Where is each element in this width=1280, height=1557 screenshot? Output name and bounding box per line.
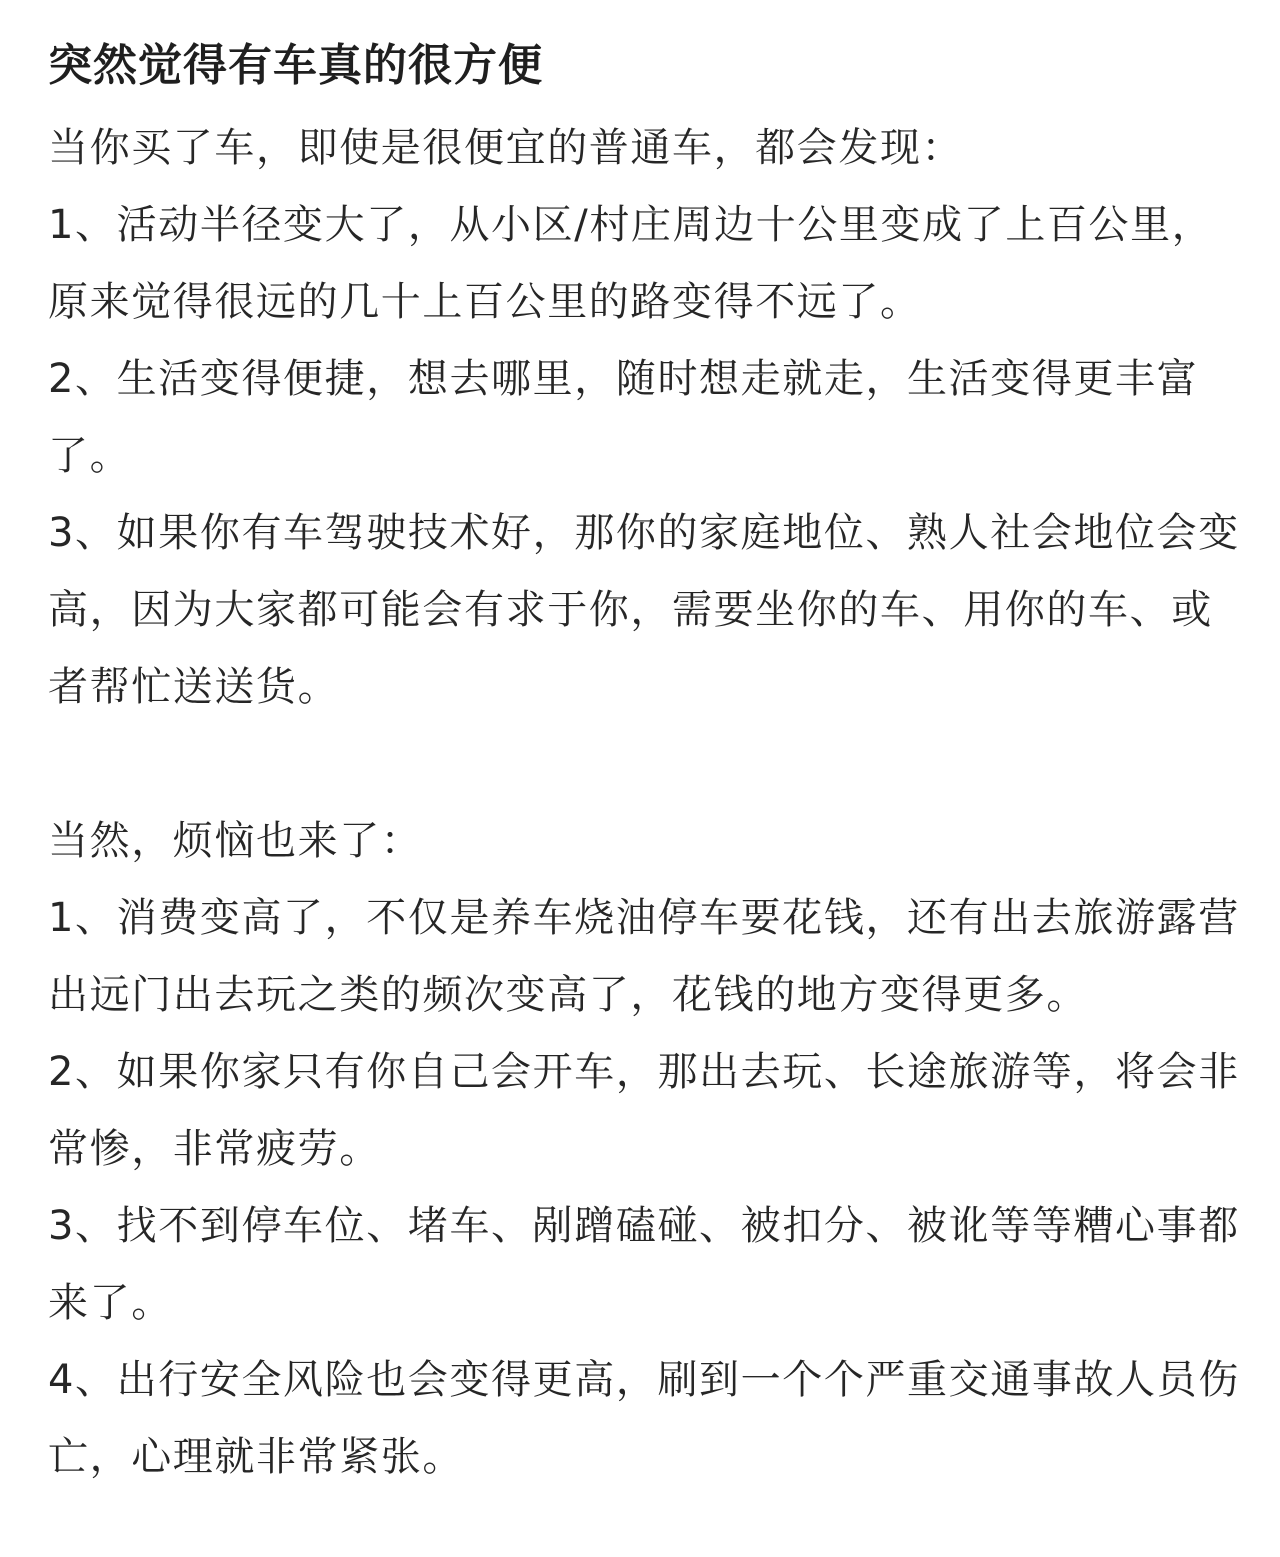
paragraph-spacer [48, 726, 1240, 803]
benefit-item-2: 2、生活变得便捷，想去哪里，随时想走就走，生活变得更丰富了。 [48, 356, 1199, 479]
drawback-item-3: 3、找不到停车位、堵车、剐蹭磕碰、被扣分、被讹等等糟心事都来了。 [48, 1203, 1240, 1326]
drawback-item-2: 2、如果你家只有你自己会开车，那出去玩、长途旅游等，将会非常惨，非常疲劳。 [48, 1049, 1240, 1172]
benefit-item-3: 3、如果你有车驾驶技术好，那你的家庭地位、熟人社会地位会变高，因为大家都可能会有求于你，需要坐你的车、用你的车、或者帮忙送送货。 [48, 510, 1240, 710]
post-body [48, 110, 1240, 1496]
post-title: 突然觉得有车真的很方便 [48, 40, 543, 91]
section-2-intro: 当然，烦恼也来了： [48, 818, 423, 864]
section-1-intro: 当你买了车，即使是很便宜的普通车，都会发现： [48, 125, 964, 171]
post-container [48, 28, 1240, 1496]
benefit-item-1: 1、活动半径变大了，从小区/村庄周边十公里变成了上百公里，原来觉得很远的几十上百公里的路变得不远了。 [48, 202, 1214, 325]
drawback-item-1: 1、消费变高了，不仅是养车烧油停车要花钱，还有出去旅游露营出远门出去玩之类的频次变高了，花钱的地方变得更多。 [48, 895, 1240, 1018]
drawback-item-4: 4、出行安全风险也会变得更高，刷到一个个严重交通事故人员伤亡，心理就非常紧张。 [48, 1357, 1240, 1480]
